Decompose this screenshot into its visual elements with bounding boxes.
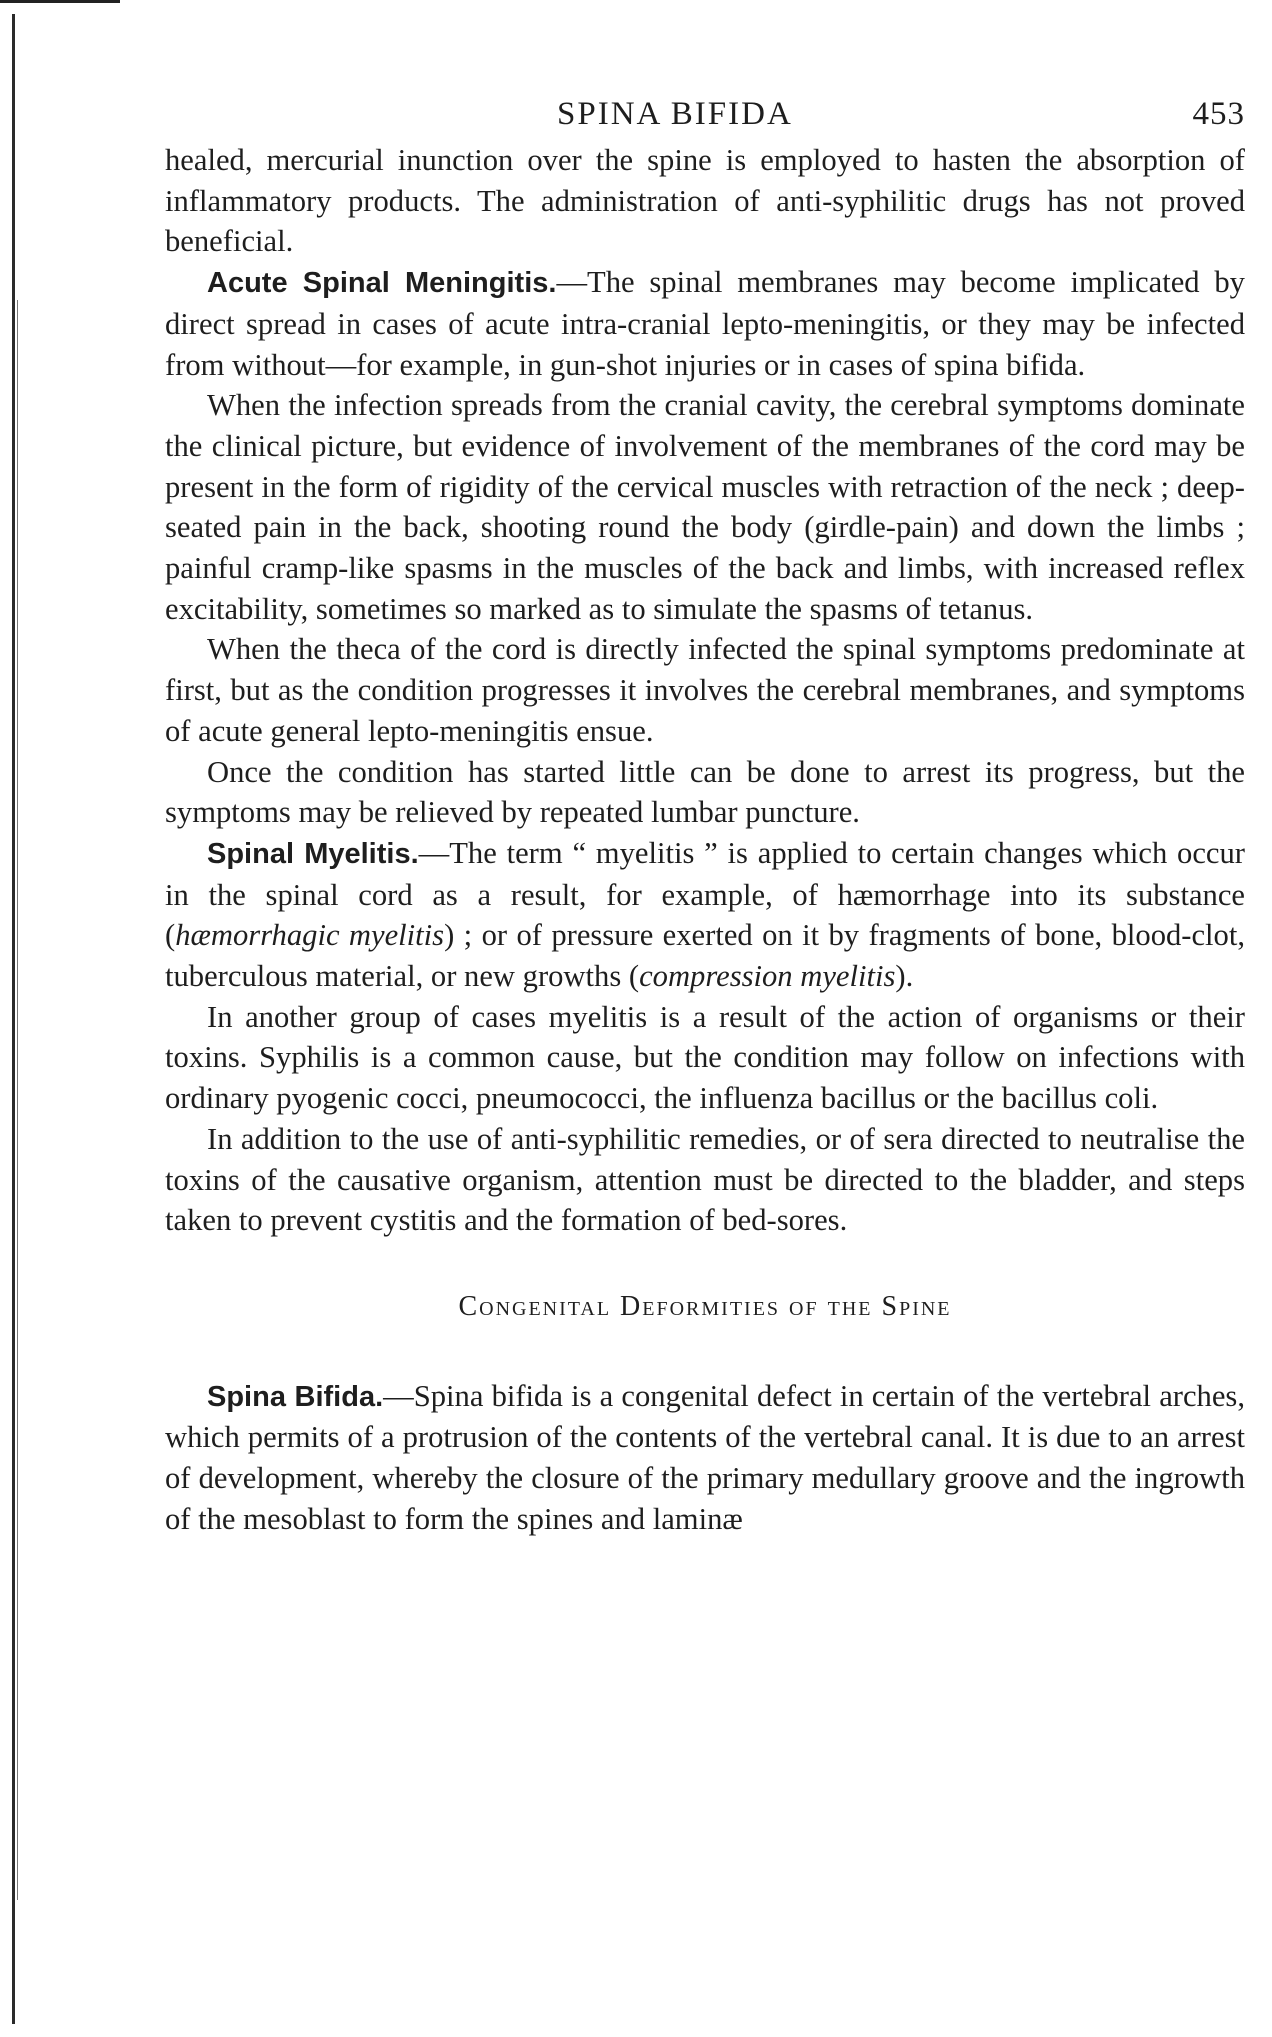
- paragraph-text: —Spina bifida is a congenital defect in certain of the vertebral arches, which permits of a protrusion of the contents of the vertebral canal. It is due to an arrest of development, whereby the closure of the primary medullary groove and the ingrowth of the mesoblast to form the spines and laminæ: [165, 1378, 1245, 1536]
- paragraph-lead: Acute Spinal Meningitis.: [207, 267, 557, 300]
- paragraph-text: In addition to the use of anti-syphilitic remedies, or of sera directed to neutralise the toxins of the causative organism, attention must be directed to the bladder, and steps taken to prevent cystitis and the formation of bed-sores.: [165, 1121, 1245, 1238]
- paragraph: [165, 997, 1245, 1119]
- paragraph-text: ) ; or of pressure exerted on it by fragments of bone, blood-clot, tuberculous material, or new growths (: [165, 918, 1245, 994]
- paragraph-continued: [165, 140, 1245, 262]
- page-body: [165, 140, 1245, 1540]
- italic-term: compression myelitis: [639, 959, 896, 994]
- paragraph-spina-bifida: [165, 1376, 1245, 1540]
- binding-edge-line: [12, 14, 15, 2024]
- binding-edge-shadow: [17, 300, 18, 1900]
- page-number: 453: [1192, 96, 1245, 132]
- italic-term: hæmorrhagic myelitis: [175, 918, 445, 953]
- paragraph-text: —The spinal membranes may become implicated by direct spread in cases of acute intra-cranial lepto-meningitis, or they may be infected from without—for example, in gun-shot injuries or in cases of spina bifida.: [165, 265, 1245, 382]
- paragraph-text: ).: [895, 959, 914, 994]
- book-page: [165, 70, 1245, 1540]
- paragraph: [165, 752, 1245, 833]
- paragraph: [165, 629, 1245, 751]
- paragraph: [165, 385, 1245, 629]
- paragraph-text: When the theca of the cord is directly infected the spinal symptoms predominate at first, but as the condition progresses it involves the cerebral membranes, and symptoms of acute general lepto-meningitis ensue.: [165, 632, 1245, 748]
- running-title: SPINA BIFIDA: [557, 96, 793, 132]
- section-heading: Congenital Deformities of the Spine: [458, 1290, 952, 1322]
- running-header: [165, 70, 1245, 140]
- paragraph-text: healed, mercurial inunction over the spine is employed to hasten the absorption of inflammatory products. The administration of anti-syphilitic drugs has not proved beneficial.: [165, 143, 1245, 259]
- paragraph-text: —The term “ myelitis ” is applied to certain changes which occur in the spinal cord as a result, for example, of hæmorrhage into its substance (: [165, 835, 1245, 953]
- paragraph-lead: Spina Bifida.: [207, 1380, 384, 1413]
- paragraph-lead: Spinal Myelitis.: [207, 837, 419, 870]
- page-corner-mark: [0, 0, 120, 19]
- paragraph-text: When the infection spreads from the cranial cavity, the cerebral symptoms dominate the clinical picture, but evidence of involvement of the membranes of the cord may be present in the form of rigidity of the cervical muscles with retraction of the neck ; deep-seated pain in the back, shooting round the body (girdle-pain) and down the limbs ; painful cramp-like spasms in the muscles of the back and limbs, with increased reflex excitability, sometimes so marked as to simulate the spasms of tetanus.: [165, 388, 1245, 626]
- paragraph: [165, 1119, 1245, 1241]
- paragraph-text: Once the condition has started little can be done to arrest its progress, but the symptoms may be relieved by repeated lumbar puncture.: [165, 754, 1245, 830]
- paragraph-acute-spinal-meningitis: [165, 262, 1245, 385]
- paragraph-spinal-myelitis: [165, 833, 1245, 997]
- paragraph-text: In another group of cases myelitis is a result of the action of organisms or their toxins. Syphilis is a common cause, but the condition may follow on infections with ordinary pyogenic cocci, pneumococci, the influenza bacillus or the bacillus coli.: [165, 999, 1245, 1116]
